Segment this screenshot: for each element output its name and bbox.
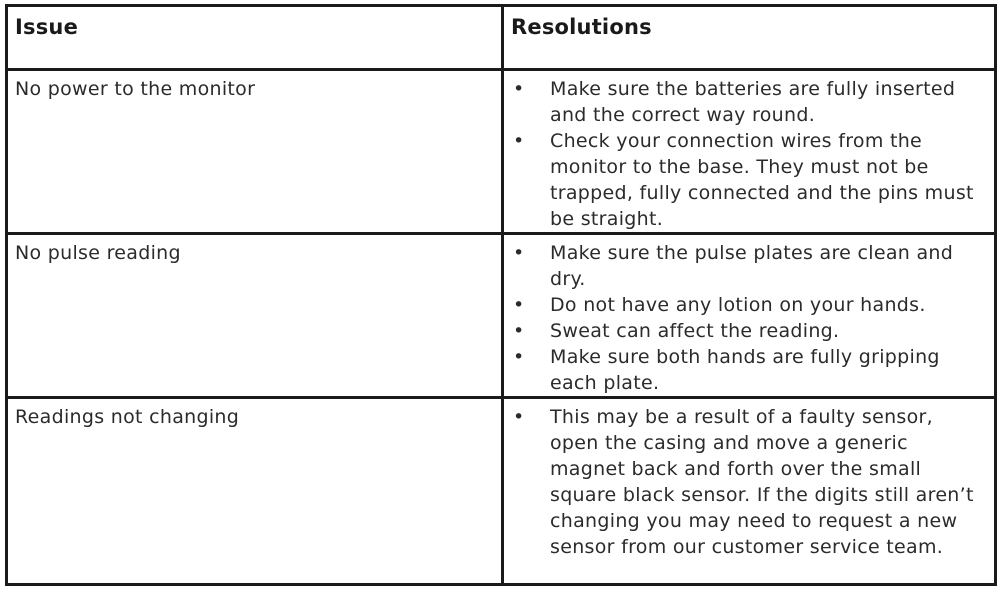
issue-cell: No power to the monitor	[15, 78, 256, 100]
resolution-item: • Make sure the batteries are fully inserted and the correct way round.	[513, 78, 956, 126]
header-issue: Issue	[15, 15, 79, 39]
header-row-divider	[8, 68, 994, 71]
bullet: •	[513, 78, 525, 100]
resolution-item: • Make sure both hands are fully gripping each plate.	[513, 346, 940, 394]
issue-cell: Readings not changing	[15, 406, 240, 428]
row-divider	[8, 232, 994, 235]
bullet: •	[513, 294, 525, 316]
bullet: •	[513, 406, 525, 428]
bullet: •	[513, 346, 525, 368]
column-divider	[501, 7, 504, 583]
troubleshooting-table	[5, 4, 997, 586]
resolution-item: • Make sure the pulse plates are clean and dry.	[513, 242, 954, 290]
resolution-list	[508, 76, 986, 232]
bullet: •	[513, 320, 525, 342]
resolution-item: • Check your connection wires from the monitor to the base. They must not be trapped, fully connected and the pins must be straight.	[513, 130, 974, 230]
resolution-list	[508, 404, 986, 560]
bullet: •	[513, 242, 525, 264]
resolution-item: • Sweat can affect the reading.	[513, 320, 840, 342]
row-divider	[8, 396, 994, 399]
bullet: •	[513, 130, 525, 152]
issue-cell: No pulse reading	[15, 242, 181, 264]
resolution-item: • This may be a result of a faulty sensor, open the casing and move a generic magnet back and forth over the small square black sensor. If the digits still aren’t changing you may need to request a new sensor from our customer service team.	[513, 406, 974, 558]
resolution-list	[508, 240, 986, 396]
resolution-item: • Do not have any lotion on your hands.	[513, 294, 926, 316]
header-resolutions: Resolutions	[511, 15, 652, 39]
